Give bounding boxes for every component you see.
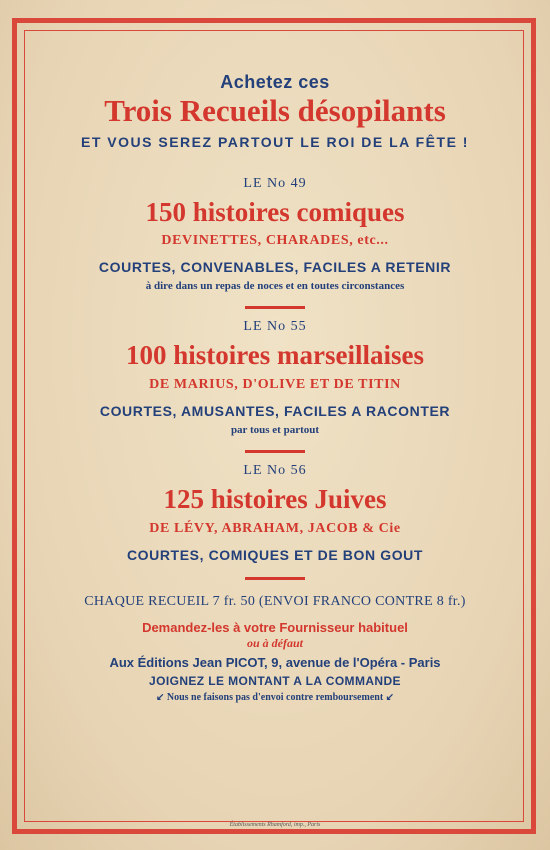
publisher-line: Aux Éditions Jean PICOT, 9, avenue de l'Opéra - Paris [109, 654, 441, 670]
join-line: JOIGNEZ LE MONTANT A LA COMMANDE [149, 673, 401, 688]
advertisement-content [30, 60, 520, 703]
book-subtitle-red: DE LÉVY, ABRAHAM, JACOB & Cie [149, 520, 401, 536]
ask-line: Demandez-les à votre Fournisseur habituel [142, 619, 408, 635]
book-subtitle-red: DEVINETTES, CHARADES, etc... [161, 233, 389, 249]
section-divider [245, 306, 305, 309]
book-subtitle-blue: COURTES, AMUSANTES, FACILES A RACONTER [99, 402, 451, 419]
book-number: LE No 55 [243, 319, 307, 335]
section-divider [245, 577, 305, 580]
book-56 [30, 463, 520, 580]
delivery-note-text: Nous ne faisons pas d'envoi contre remboursement [166, 691, 384, 703]
arrow-icon: ↙ [155, 691, 165, 703]
arrow-icon: ↙ [385, 691, 395, 703]
tagline: ET VOUS SEREZ PARTOUT LE ROI DE LA FÊTE ! [81, 133, 469, 150]
book-55 [30, 319, 520, 453]
book-subtitle-blue: COURTES, CONVENABLES, FACILES A RETENIR [98, 259, 452, 276]
book-note: à dire dans un repas de noces et en toutes circonstances [145, 280, 405, 293]
book-subtitle-red: DE MARIUS, D'OLIVE ET DE TITIN [149, 376, 401, 392]
headline: Trois Recueils désopilants [104, 93, 446, 128]
or-line: ou à défaut [246, 635, 303, 650]
printer-credit: Établissements Rhamford, imp., Paris [229, 822, 321, 828]
header-line: Achetez ces [220, 72, 330, 92]
section-divider [245, 450, 305, 453]
book-title: 150 histoires comiques [145, 196, 405, 227]
book-subtitle-blue: COURTES, COMIQUES ET DE BON GOUT [126, 546, 424, 563]
delivery-note [30, 692, 520, 703]
book-number: LE No 56 [243, 462, 307, 478]
book-number: LE No 49 [243, 175, 307, 191]
book-note: par tous et partout [230, 423, 320, 436]
book-title: 125 histoires Juives [163, 483, 387, 514]
book-49 [30, 176, 520, 310]
book-title: 100 histoires marseillaises [126, 340, 424, 371]
price-line: CHAQUE RECUEIL 7 fr. 50 (ENVOI FRANCO CONTRE 8 fr.) [84, 593, 466, 609]
